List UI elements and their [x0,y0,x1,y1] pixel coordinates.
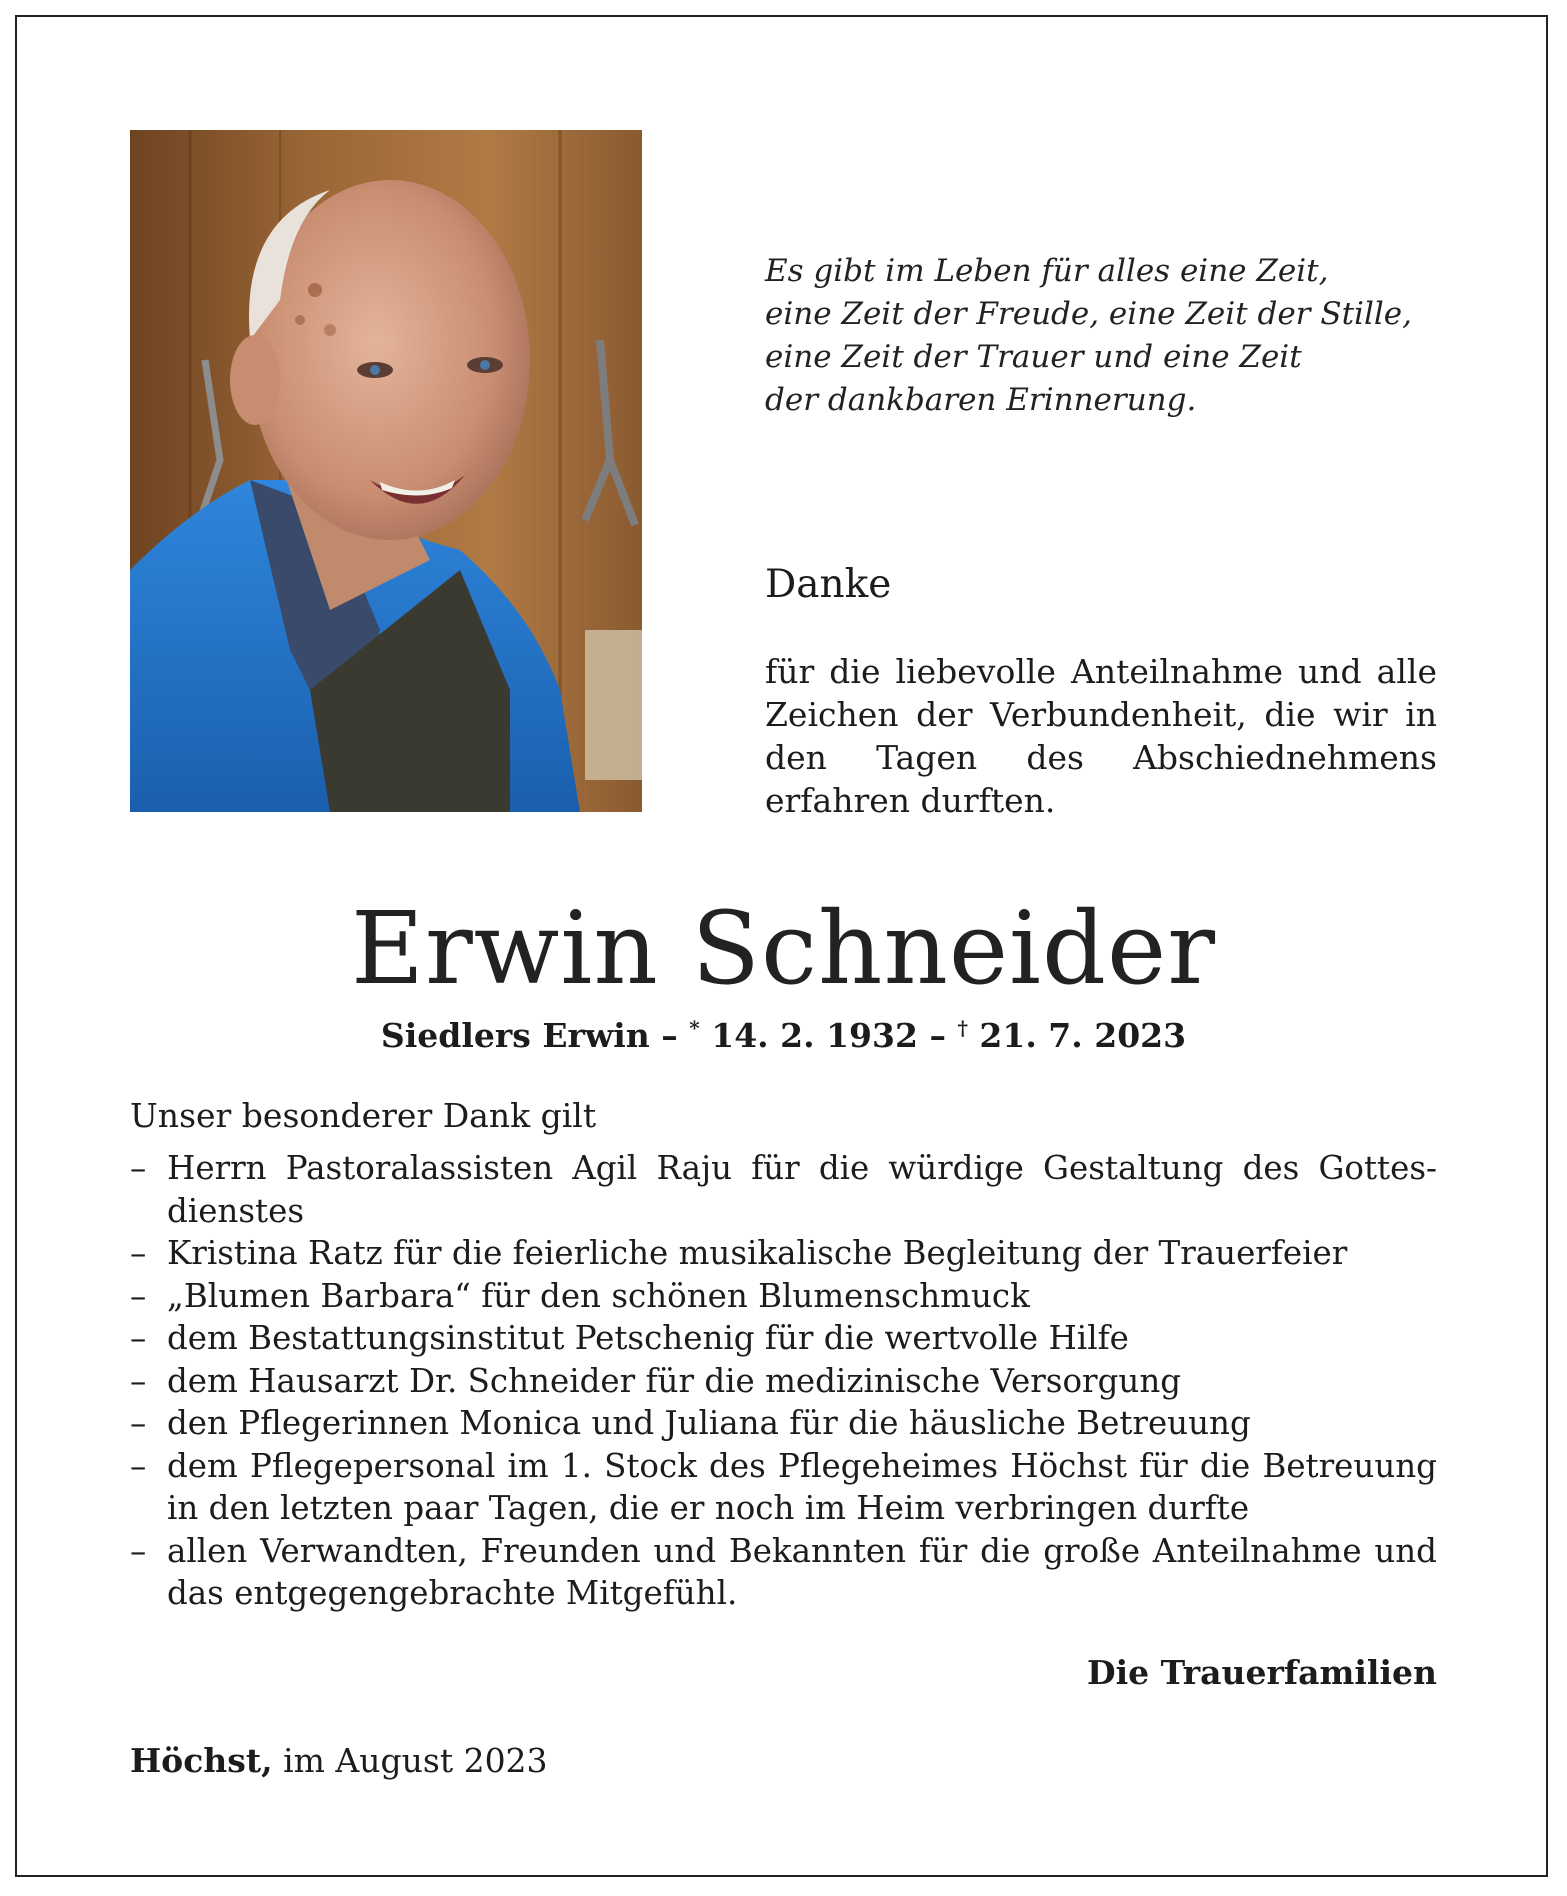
portrait-photo [130,130,642,812]
list-item: – den Pflegerinnen Monica und Juliana für die häusliche Betreuung [130,1402,1437,1445]
deceased-name: Erwin Schneider [350,890,1217,1007]
death-symbol: † [957,1016,968,1040]
place: Höchst, [130,1741,273,1780]
list-item: – allen Verwandten, Freunden und Bekannten für die große Anteilnahme und das entgegengebrachte Mitgefühl. [130,1530,1437,1615]
list-item: – dem Bestattungsinstitut Petschenig für die wertvolle Hilfe [130,1317,1437,1360]
signature-family: Die Trauerfamilien [1086,1653,1437,1692]
list-item: – Kristina Ratz für die feierliche musikalische Begleitung der Trauerfeier [130,1232,1437,1275]
quote-line: der dankbaren Erinnerung. [765,382,1197,418]
thanks-intro: Unser besonderer Dank gilt [130,1096,597,1135]
list-item: – dem Pflegepersonal im 1. Stock des Pflegeheimes Höchst für die Betreuung in den letzten paar Tagen, die er noch im Heim verbringen durfte [130,1445,1437,1530]
death-date: 21. 7. 2023 [967,1016,1187,1055]
list-item: – Herrn Pastoralassisten Agil Raju für die würdige Gestaltung des Gottes-dienstes [130,1147,1437,1232]
danke-heading: Danke [765,562,892,607]
separator: – [649,1016,690,1055]
life-dates [0,1015,1567,1057]
nickname: Siedlers Erwin [380,1016,650,1055]
list-item: – dem Hausarzt Dr. Schneider für die medizinische Versorgung [130,1360,1437,1403]
danke-text: für die liebevolle Anteilnahme und alle Zeichen der Verbundenheit, die wir in den Tagen des Abschiednehmens erfahren durften. [765,652,1437,820]
quote-line: Es gibt im Leben für alles eine Zeit, [765,253,1329,289]
birth-symbol: * [689,1016,700,1040]
quote-line: eine Zeit der Trauer und eine Zeit [765,339,1302,375]
date: im August 2023 [272,1741,548,1780]
quote-line: eine Zeit der Freude, eine Zeit der Stille, [765,296,1412,332]
place-date [130,1740,548,1782]
quote [765,250,1412,422]
birth-date: 14. 2. 1932 [699,1016,918,1055]
list-item: – „Blumen Barbara“ für den schönen Blumenschmuck [130,1275,1437,1318]
separator: – [917,1016,958,1055]
thanks-list [130,1147,1437,1615]
